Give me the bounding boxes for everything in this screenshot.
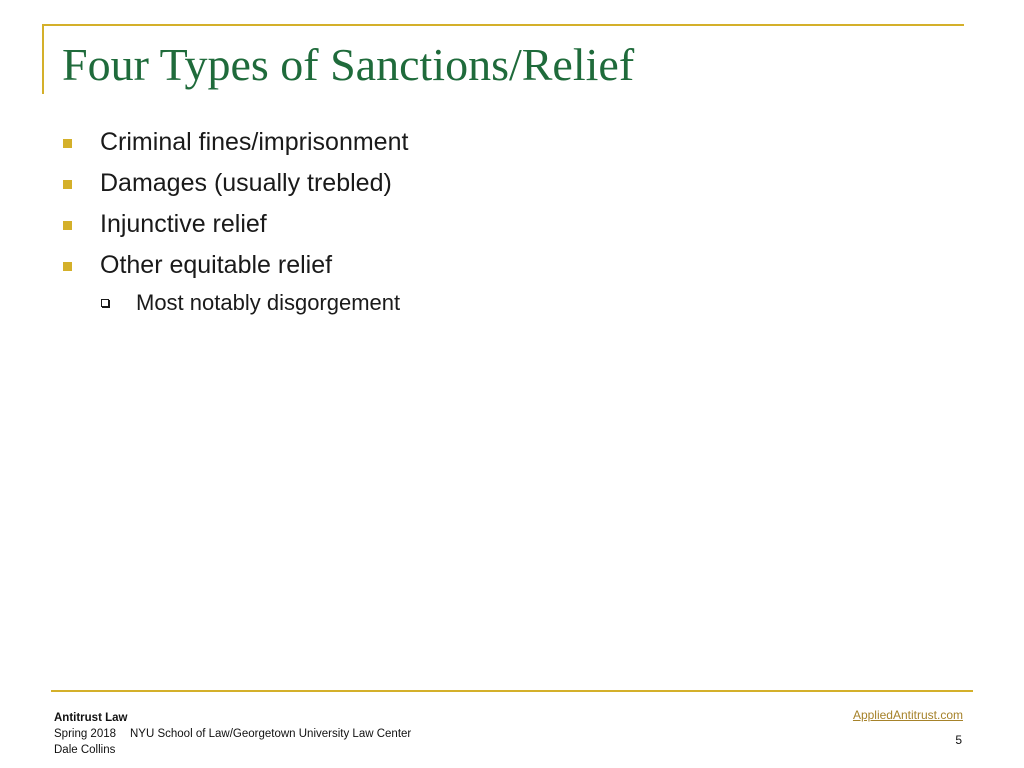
bullet-text: Injunctive relief [100, 210, 267, 238]
sub-bullet-item-disgorgement [60, 288, 408, 322]
bullet-item-other-equitable-relief [60, 247, 408, 288]
bullet-item-injunctive-relief [60, 206, 408, 247]
square-bullet-icon [63, 180, 72, 189]
square-bullet-icon [63, 139, 72, 148]
square-bullet-icon [63, 262, 72, 271]
sub-bullet-text: Most notably disgorgement [136, 290, 401, 315]
square-bullet-icon [63, 221, 72, 230]
bullet-list [60, 124, 408, 322]
slide-title: Four Types of Sanctions/Relief [62, 39, 635, 90]
footer-schools: NYU School of Law/Georgetown University Law Center [130, 728, 412, 740]
bullet-text: Other equitable relief [100, 251, 333, 279]
top-accent-line [42, 24, 964, 26]
footer-term: Spring 2018 [54, 728, 117, 740]
bullet-item-criminal-fines [60, 124, 408, 165]
page-number: 5 [955, 733, 962, 747]
left-accent-line [42, 24, 44, 94]
footer-divider [51, 690, 973, 692]
footer-info [54, 710, 411, 758]
bullet-text: Criminal fines/imprisonment [100, 128, 409, 156]
footer-author: Dale Collins [54, 744, 116, 756]
bullet-item-damages [60, 165, 408, 206]
footer-term-line [54, 726, 411, 742]
footer-website-link[interactable]: AppliedAntitrust.com [852, 708, 963, 722]
bullet-text: Damages (usually trebled) [100, 169, 392, 197]
footer-course-name: Antitrust Law [54, 712, 128, 724]
hollow-square-bullet-icon [101, 299, 109, 307]
